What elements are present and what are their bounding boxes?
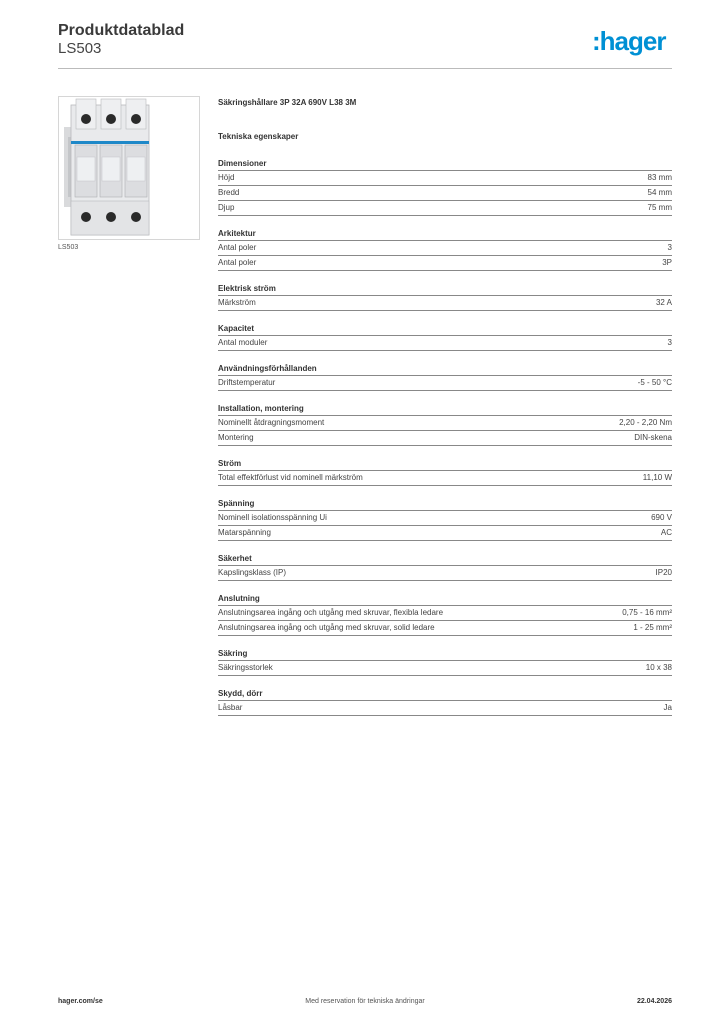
- spec-label: Märkström: [218, 298, 256, 307]
- spec-value: -5 - 50 °C: [637, 378, 672, 387]
- product-code: LS503: [58, 40, 102, 57]
- spec-section-title: Säkerhet: [218, 553, 672, 566]
- spec-label: Antal poler: [218, 258, 257, 267]
- spec-value: 54 mm: [647, 188, 672, 197]
- spec-value: 83 mm: [647, 173, 672, 182]
- spec-row: [218, 171, 672, 186]
- spec-label: Nominell isolationsspänning Ui: [218, 513, 327, 522]
- spec-section: [218, 283, 672, 311]
- document-title: Produktdatablad: [58, 22, 185, 39]
- spec-value: Ja: [663, 703, 672, 712]
- spec-row: [218, 526, 672, 541]
- spec-section: [218, 228, 672, 271]
- spec-label: Total effektförlust vid nominell märkström: [218, 473, 363, 482]
- spec-section-title: Skydd, dörr: [218, 688, 672, 701]
- spec-value: 32 A: [655, 298, 672, 307]
- spec-label: Anslutningsarea ingång och utgång med skruvar, solid ledare: [218, 623, 435, 632]
- spec-row: [218, 376, 672, 391]
- spec-label: Matarspänning: [218, 528, 271, 537]
- spec-section-title: Spänning: [218, 498, 672, 511]
- spec-row: [218, 566, 672, 581]
- fuse-holder-illustration: [59, 97, 199, 239]
- spec-label: Höjd: [218, 173, 235, 182]
- spec-label: Anslutningsarea ingång och utgång med skruvar, flexibla ledare: [218, 608, 444, 617]
- spec-section-title: Ström: [218, 458, 672, 471]
- product-content: [218, 97, 672, 716]
- spec-section-title: Installation, montering: [218, 403, 672, 416]
- spec-section: [218, 363, 672, 391]
- spec-row: [218, 621, 672, 636]
- spec-value: 10 x 38: [645, 663, 672, 672]
- spec-row: [218, 186, 672, 201]
- header-divider: [58, 68, 672, 69]
- spec-section: [218, 498, 672, 541]
- spec-section: [218, 648, 672, 676]
- spec-row: [218, 661, 672, 676]
- spec-label: Djup: [218, 203, 235, 212]
- spec-section-title: Anslutning: [218, 593, 672, 606]
- spec-value: 11,10 W: [642, 473, 672, 482]
- spec-row: [218, 701, 672, 716]
- spec-row: [218, 201, 672, 216]
- footer-website-link[interactable]: hager.com/se: [58, 998, 103, 1005]
- spec-value: 690 V: [651, 513, 672, 522]
- spec-section: [218, 403, 672, 446]
- spec-row: [218, 296, 672, 311]
- hager-logo: [592, 28, 674, 56]
- spec-value: AC: [660, 528, 672, 537]
- spec-label: Bredd: [218, 188, 240, 197]
- spec-value: IP20: [655, 568, 672, 577]
- spec-row: [218, 471, 672, 486]
- spec-section: [218, 158, 672, 216]
- footer-disclaimer: Med reservation för tekniska ändringar: [305, 998, 425, 1005]
- spec-label: Antal poler: [218, 243, 257, 252]
- spec-sections: [218, 158, 672, 716]
- spec-section-title: Arkitektur: [218, 228, 672, 241]
- spec-row: [218, 511, 672, 526]
- spec-value: 75 mm: [647, 203, 672, 212]
- product-image: [58, 96, 200, 240]
- spec-label: Säkringsstorlek: [218, 663, 273, 672]
- spec-row: [218, 241, 672, 256]
- spec-value: 3P: [662, 258, 672, 267]
- spec-section-title: Användningsförhållanden: [218, 363, 672, 376]
- spec-value: 0,75 - 16 mm²: [622, 608, 672, 617]
- spec-row: [218, 336, 672, 351]
- document-header: [58, 22, 184, 58]
- technical-specs-title: Tekniska egenskaper: [218, 132, 299, 141]
- spec-value: 2,20 - 2,20 Nm: [619, 418, 672, 427]
- spec-section: [218, 688, 672, 716]
- spec-label: Driftstemperatur: [218, 378, 276, 387]
- spec-section-title: Elektrisk ström: [218, 283, 672, 296]
- spec-label: Låsbar: [218, 703, 243, 712]
- image-caption: LS503: [58, 244, 79, 251]
- product-description: Säkringshållare 3P 32A 690V L38 3M: [218, 98, 357, 107]
- spec-value: DIN-skena: [634, 433, 672, 442]
- footer-date: 22.04.2026: [636, 998, 672, 1005]
- spec-label: Kapslingsklass (IP): [218, 568, 287, 577]
- spec-value: 3: [667, 243, 672, 252]
- spec-label: Antal moduler: [218, 338, 268, 347]
- spec-label: Nominellt åtdragningsmoment: [218, 418, 325, 427]
- spec-section: [218, 593, 672, 636]
- spec-section: [218, 458, 672, 486]
- hager-logo-text: :hager: [592, 28, 666, 56]
- spec-row: [218, 256, 672, 271]
- spec-row: [218, 416, 672, 431]
- spec-section-title: Dimensioner: [218, 158, 672, 171]
- spec-section-title: Kapacitet: [218, 323, 672, 336]
- spec-label: Montering: [218, 433, 254, 442]
- spec-row: [218, 431, 672, 446]
- spec-section: [218, 323, 672, 351]
- spec-value: 1 - 25 mm²: [633, 623, 672, 632]
- spec-row: [218, 606, 672, 621]
- spec-value: 3: [667, 338, 672, 347]
- spec-section: [218, 553, 672, 581]
- spec-section-title: Säkring: [218, 648, 672, 661]
